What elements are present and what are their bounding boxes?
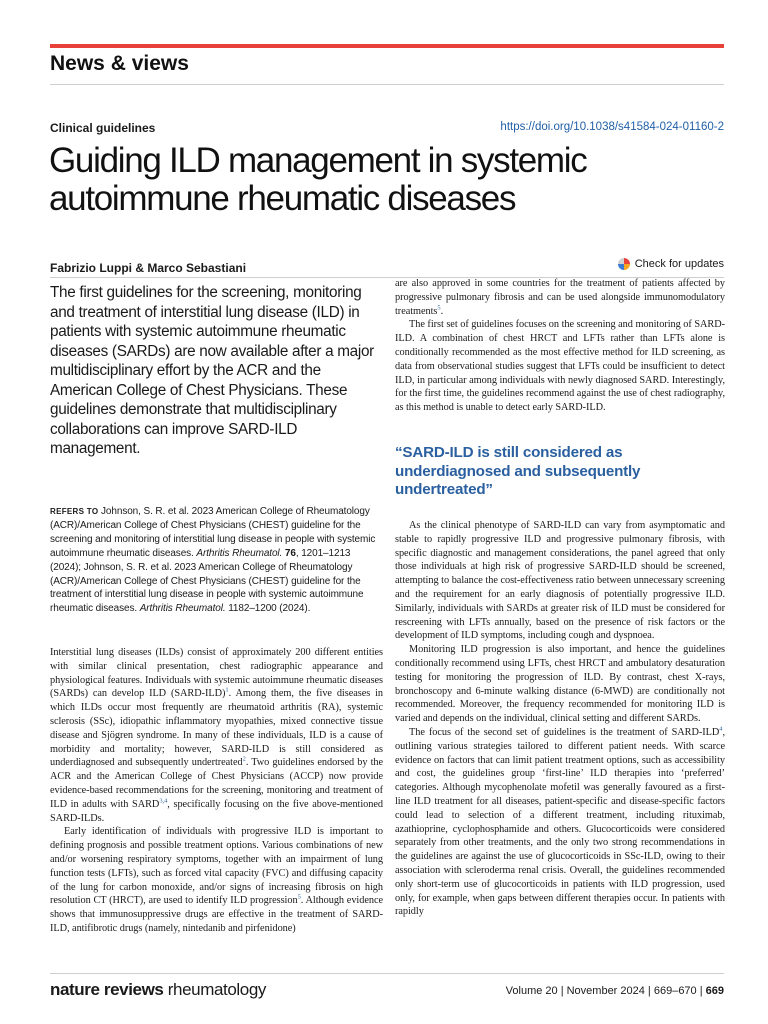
right-column-bottom [395,519,725,919]
reference-2-journal: Arthritis Rheumatol. [139,603,226,615]
article-title: Guiding ILD management in systemic autoimmune rheumatic diseases [49,141,587,218]
citation-link[interactable]: 1 [225,686,229,694]
citation-link[interactable]: 5 [297,893,301,901]
top-accent-bar [50,44,724,48]
pull-quote: “SARD-ILD is still considered as underdiagnosed and subsequently undertreated” [395,444,641,498]
article-authors: Fabrizio Luppi & Marco Sebastiani [50,261,247,275]
citation-link[interactable]: 3,4 [159,797,168,805]
footer-divider [50,973,724,974]
reference-1-volume: 76 [284,547,296,559]
body-paragraph: Interstitial lung diseases (ILDs) consist of approximately 200 different entities with similar clinical presentation, chest radiographic appearance and physiological features. Individuals with systemic autoimmune rheumatic diseases (SARDs) can develop ILD (SARD-ILD)$^1$. Among them, the five diseases in which ILDs occur most frequently are rheumatoid arthritis (RA), systemic sclerosis (SSc), idiopathic inflammatory myopathies, mixed connective tissue disease and Sjögren syndrome. In many of these individuals, ILD is a cause of morbidity and mortality; however, SARD-ILD is still considered as underdiagnosed and subsequently undertreated$^2$. Two guidelines endorsed by the ACR and the American College of Chest Physicians (ACCP) now provide evidence-based recommendations for the screening, monitoring and treatment of ILD in adults with SARD$^{3,4}$, specifically focusing on the five above-mentioned SARD-ILDs. [50,647,383,824]
citation-link[interactable]: 5 [437,304,441,312]
left-column-body [50,646,383,936]
page-number: 669 [705,985,724,997]
check-for-updates-label: Check for updates [634,258,724,270]
citation-link[interactable]: 4 [719,725,723,733]
volume-info: Volume 20 | November 2024 | 669–670 | 669 [505,985,724,997]
right-column-top [395,277,725,415]
section-label: News & views [50,52,189,75]
citation-link[interactable]: 2 [242,755,246,763]
refers-to-label: REFERS TO [50,507,99,516]
standfirst: The first guidelines for the screening, monitoring and treatment of interstitial lung disease (ILD) in patients with systemic autoimmune rheumatic diseases (SARDs) are now available after a major multidisciplinary effort by the ACR and the American College of Chest Physicians. These guidelines demonstrate that multidisciplinary collaborations can improve SARD-ILD management. [50,284,374,457]
body-paragraph: Early identification of individuals with progressive ILD is important to defining prognosis and possible treatment options. Various combinations of new and/or worsening respiratory symptoms, together with an impairment of lung function tests (LFTs), such as forced vital capacity (FVC) and diffusing capacity of the lung for carbon monoxide, and/or signs of increasing fibrosis on high resolution CT (HRCT), are used to identify ILD progression$^5$. Although evidence shows that immunosuppressive drugs are effective in the treatment of SARD-ILD, antifibrotic drugs (namely, nintedanib and pirfenidone) [50,826,383,934]
body-paragraph: As the clinical phenotype of SARD-ILD can vary from asymptomatic and stable to rapidly progressive ILD and progressive pulmonary fibrosis, with specific diagnostic and management considerations, the panel agreed that only those individuals at high risk of progressive SARD-ILD should be screened, attempting to balance the cost-effectiveness ratio between unnecessary screening and the requirement for an early diagnosis of potentially progressive ILD. Similarly, individuals with SARDs at greater risk of ILD must be considered for rescreening with LFTs annually, based on the presence of risk factors or the development of ILD symptoms, including cough and dyspnoea. [395,520,725,642]
reference-1-pages: , 1201–1213 (2024); [50,547,351,573]
journal-logo: nature reviews rheumatology [50,980,266,999]
body-paragraph: are also approved in some countries for the treatment of patients affected by progressive pulmonary fibrosis and can be used alongside immunomodulatory treatments$^5$. [395,278,725,317]
crossmark-icon [618,258,630,270]
reference-2-text: Johnson, S. R. et al. 2023 American College of Rheumatology (ACR)/American College of Chest Physicians (CHEST) guideline for the treatment of interstitial lung disease in people with systemic autoimmune rheumatic diseases. [50,561,364,615]
doi-link[interactable]: https://doi.org/10.1038/s41584-024-01160-2 [500,121,724,133]
reference-2-pages: 1182–1200 (2024). [225,603,311,615]
body-paragraph: The first set of guidelines focuses on the screening and monitoring of SARD-ILD. A combination of chest HRCT and LFTs rather than LFTs alone is conditionally recommended as the most effective method for ILD screening, as data from observational studies suggest that LFTs could be insufficient to detect ILD, in particular among individuals with newly diagnosed SARD. Interestingly, for the first time, the guidelines recommend against the use of chest radiography, as this method is unable to detect early SARD-ILD. [395,319,725,414]
category-label: Clinical guidelines [50,121,156,135]
header-divider [50,84,724,85]
body-paragraph: Monitoring ILD progression is also important, and hence the guidelines conditionally recommend using LFTs, chest HRCT and ambulatory desaturation testing for monitoring the progression of ILD. By contrast, chest X-rays, bronchoscopy and 6-minute walking distance (6-MWD) are conditionally not recommended. Moreover, the frequency recommended for monitoring ILD is varied and depends on the individual, clinical setting and different SARDs. [395,644,725,725]
refers-to-block [50,505,378,616]
body-paragraph: The focus of the second set of guidelines is the treatment of SARD-ILD$^4$, outlining various strategies tailored to different patient needs. With scarce evidence on factors that can limit patient treatment options, such as accessibility and cost, the guidelines group ‘first-line’ ILD therapies into ‘preferred’ categories. Although mycophenolate mofetil was generally favoured as a first-line ILD treatment for all diseases, patient-specific and disease-specific factors could lead to selection of a different treatment, including rituximab, azathioprine, cyclophosphamide and others. Glucocorticoids were considered separately from other treatments, and the only two strong recommendations in the guidelines are against the use of glucocorticoids in SSc-ILD, owing to their association with scleroderma renal crisis. Overall, the guidelines recommended only short-term use of glucocorticoids in patients with ILD progression, used only, for example, when gaps between different therapies occur. In patients with rapidly [395,725,725,918]
reference-1-journal: Arthritis Rheumatol. [196,547,283,559]
check-for-updates-button[interactable] [618,258,724,270]
reference-1-text: Johnson, S. R. et al. 2023 American College of Rheumatology (ACR)/American College of Chest Physicians (CHEST) guideline for the screening and monitoring of interstitial lung disease in people with systemic autoimmune rheumatic diseases. [50,506,376,559]
